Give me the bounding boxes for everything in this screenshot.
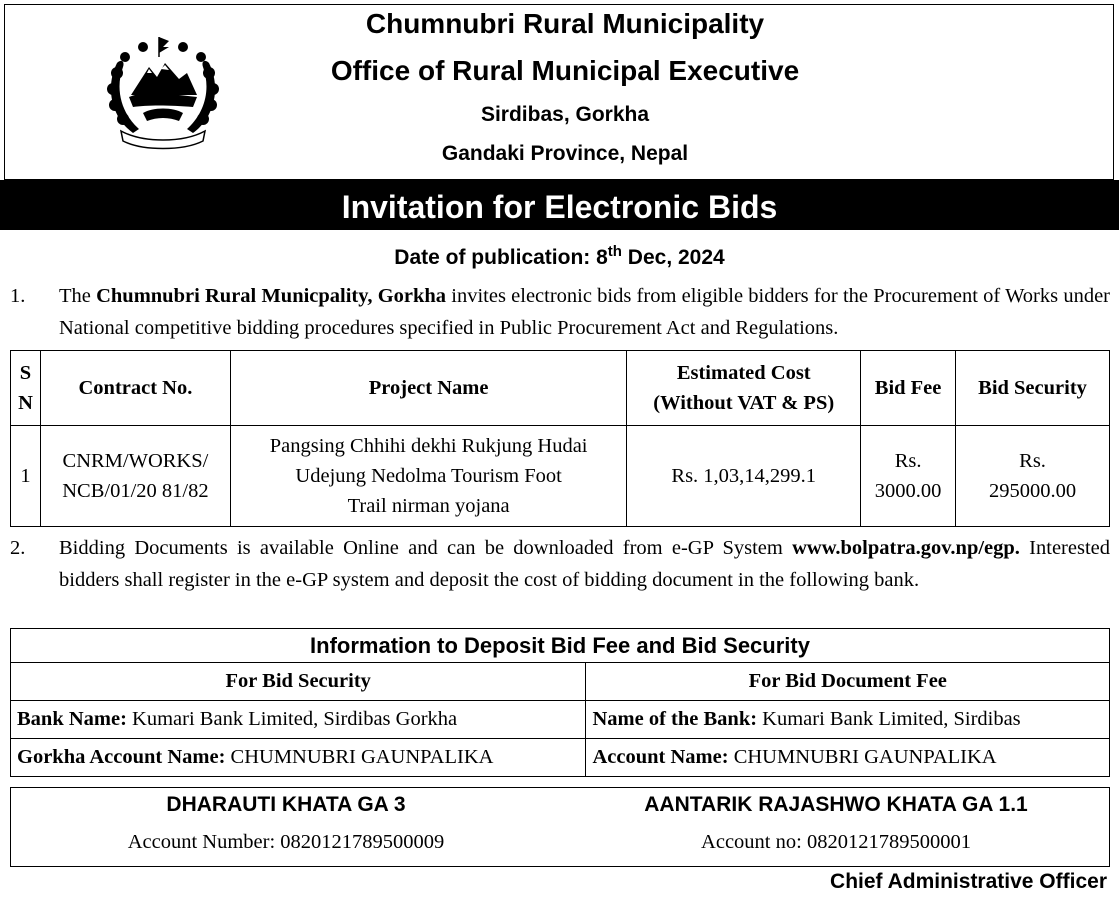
header-contract: Contract No. — [40, 351, 230, 426]
office-name: Office of Rural Municipal Executive — [330, 55, 800, 86]
contract-line1: CNRM/WORKS/ — [62, 450, 209, 472]
notice-header — [4, 4, 1114, 180]
bid-security-heading: For Bid Security — [11, 663, 586, 701]
header-cost — [627, 351, 861, 426]
header-cost-line2: (Without VAT & PS) — [653, 392, 835, 414]
notice-banner: Invitation for Electronic Bids — [0, 180, 1119, 230]
security-account-number: Account Number: 0820121789500009 — [127, 831, 445, 853]
paragraph-1 — [10, 280, 1110, 344]
cell-contract — [40, 426, 230, 527]
municipality-name: Chumnubri Rural Municipality — [365, 8, 765, 39]
fee-account-name — [586, 739, 1110, 777]
security-khata: DHARAUTI KHATA GA 3 — [166, 793, 406, 816]
fee-bank-value: Kumari Bank Limited, Sirdibas — [757, 708, 1021, 730]
fee-line2: 3000.00 — [874, 480, 942, 502]
security-account — [11, 788, 561, 854]
deposit-title: Information to Deposit Bid Fee and Bid Security — [11, 629, 1110, 663]
paragraph-2 — [10, 532, 1110, 596]
bid-document-fee-heading: For Bid Document Fee — [586, 663, 1110, 701]
egp-link[interactable]: www.bolpatra.gov.np/egp. — [792, 537, 1020, 559]
table-row — [11, 426, 1110, 527]
cell-sn: 1 — [11, 426, 41, 527]
office-location: Sirdibas, Gorkha — [480, 103, 650, 126]
paragraph-number: 1. — [10, 285, 26, 307]
fee-account-number: Account no: 0820121789500001 — [701, 831, 971, 853]
cell-project — [230, 426, 626, 527]
security-account-label: Gorkha Account Name: — [17, 746, 226, 768]
header-sn-top: S — [19, 362, 32, 384]
fee-bank-label: Name of the Bank: — [592, 708, 758, 730]
bid-table-header — [11, 351, 1110, 426]
publication-date — [0, 243, 1119, 270]
publication-date-rest: Dec, 2024 — [621, 246, 725, 269]
publication-date-label: Date of publication: 8 — [394, 246, 608, 269]
fee-account — [561, 788, 1111, 854]
signatory-title: Chief Administrative Officer — [830, 870, 1107, 893]
publication-date-suffix: th — [607, 243, 622, 260]
deposit-table — [10, 628, 1110, 777]
cell-fee — [861, 426, 956, 527]
security-account-value: CHUMNUBRI GAUNPALIKA — [225, 746, 494, 768]
project-line3: Trail nirman yojana — [347, 495, 510, 517]
header-sn-bottom: N — [18, 392, 33, 414]
paragraph-text — [59, 532, 1110, 596]
security-bank-label: Bank Name: — [17, 708, 127, 730]
contract-line2: NCB/01/20 81/82 — [62, 480, 209, 502]
paragraph-text-start: The — [59, 285, 97, 307]
fee-bank-name — [586, 701, 1110, 739]
header-fee: Bid Fee — [861, 351, 956, 426]
header-sn — [11, 351, 41, 426]
header-cost-line1: Estimated Cost — [676, 362, 811, 384]
project-line1: Pangsing Chhihi dekhi Rukjung Hudai — [269, 435, 588, 457]
nepal-emblem-icon — [103, 33, 223, 153]
paragraph-text-end: invites electronic bids from eligible bidders for the Procurement of Works under National competitive bidding procedures specified in Public Procurement Act and Regulations. — [59, 285, 1110, 339]
security-bank-name — [11, 701, 586, 739]
paragraph-number: 2. — [10, 537, 26, 559]
security-line1: Rs. — [1019, 450, 1046, 472]
account-box — [10, 787, 1110, 867]
fee-account-value: CHUMNUBRI GAUNPALIKA — [728, 746, 997, 768]
municipality-bold: Chumnubri Rural Municpality, Gorkha — [96, 285, 447, 307]
fee-line1: Rs. — [894, 450, 922, 472]
header-security: Bid Security — [956, 351, 1110, 426]
security-line2: 295000.00 — [988, 480, 1077, 502]
paragraph-text — [59, 280, 1110, 344]
office-province: Gandaki Province, Nepal — [441, 142, 689, 165]
security-bank-value: Kumari Bank Limited, Sirdibas Gorkha — [126, 708, 458, 730]
paragraph-text-start: Bidding Documents is available Online and can be downloaded from e-GP System — [59, 537, 793, 559]
header-project: Project Name — [230, 351, 626, 426]
fee-account-label: Account Name: — [592, 746, 729, 768]
cell-cost: Rs. 1,03,14,299.1 — [627, 426, 861, 527]
cell-security — [956, 426, 1110, 527]
security-account-name — [11, 739, 586, 777]
project-line2: Udejung Nedolma Tourism Foot — [295, 465, 562, 487]
fee-khata: AANTARIK RAJASHWO KHATA GA 1.1 — [644, 793, 1028, 816]
bid-table — [10, 350, 1110, 527]
paragraph-text-end: Interested bidders shall register in the e-GP system and deposit the cost of bidding document in the following bank. — [59, 537, 1110, 591]
